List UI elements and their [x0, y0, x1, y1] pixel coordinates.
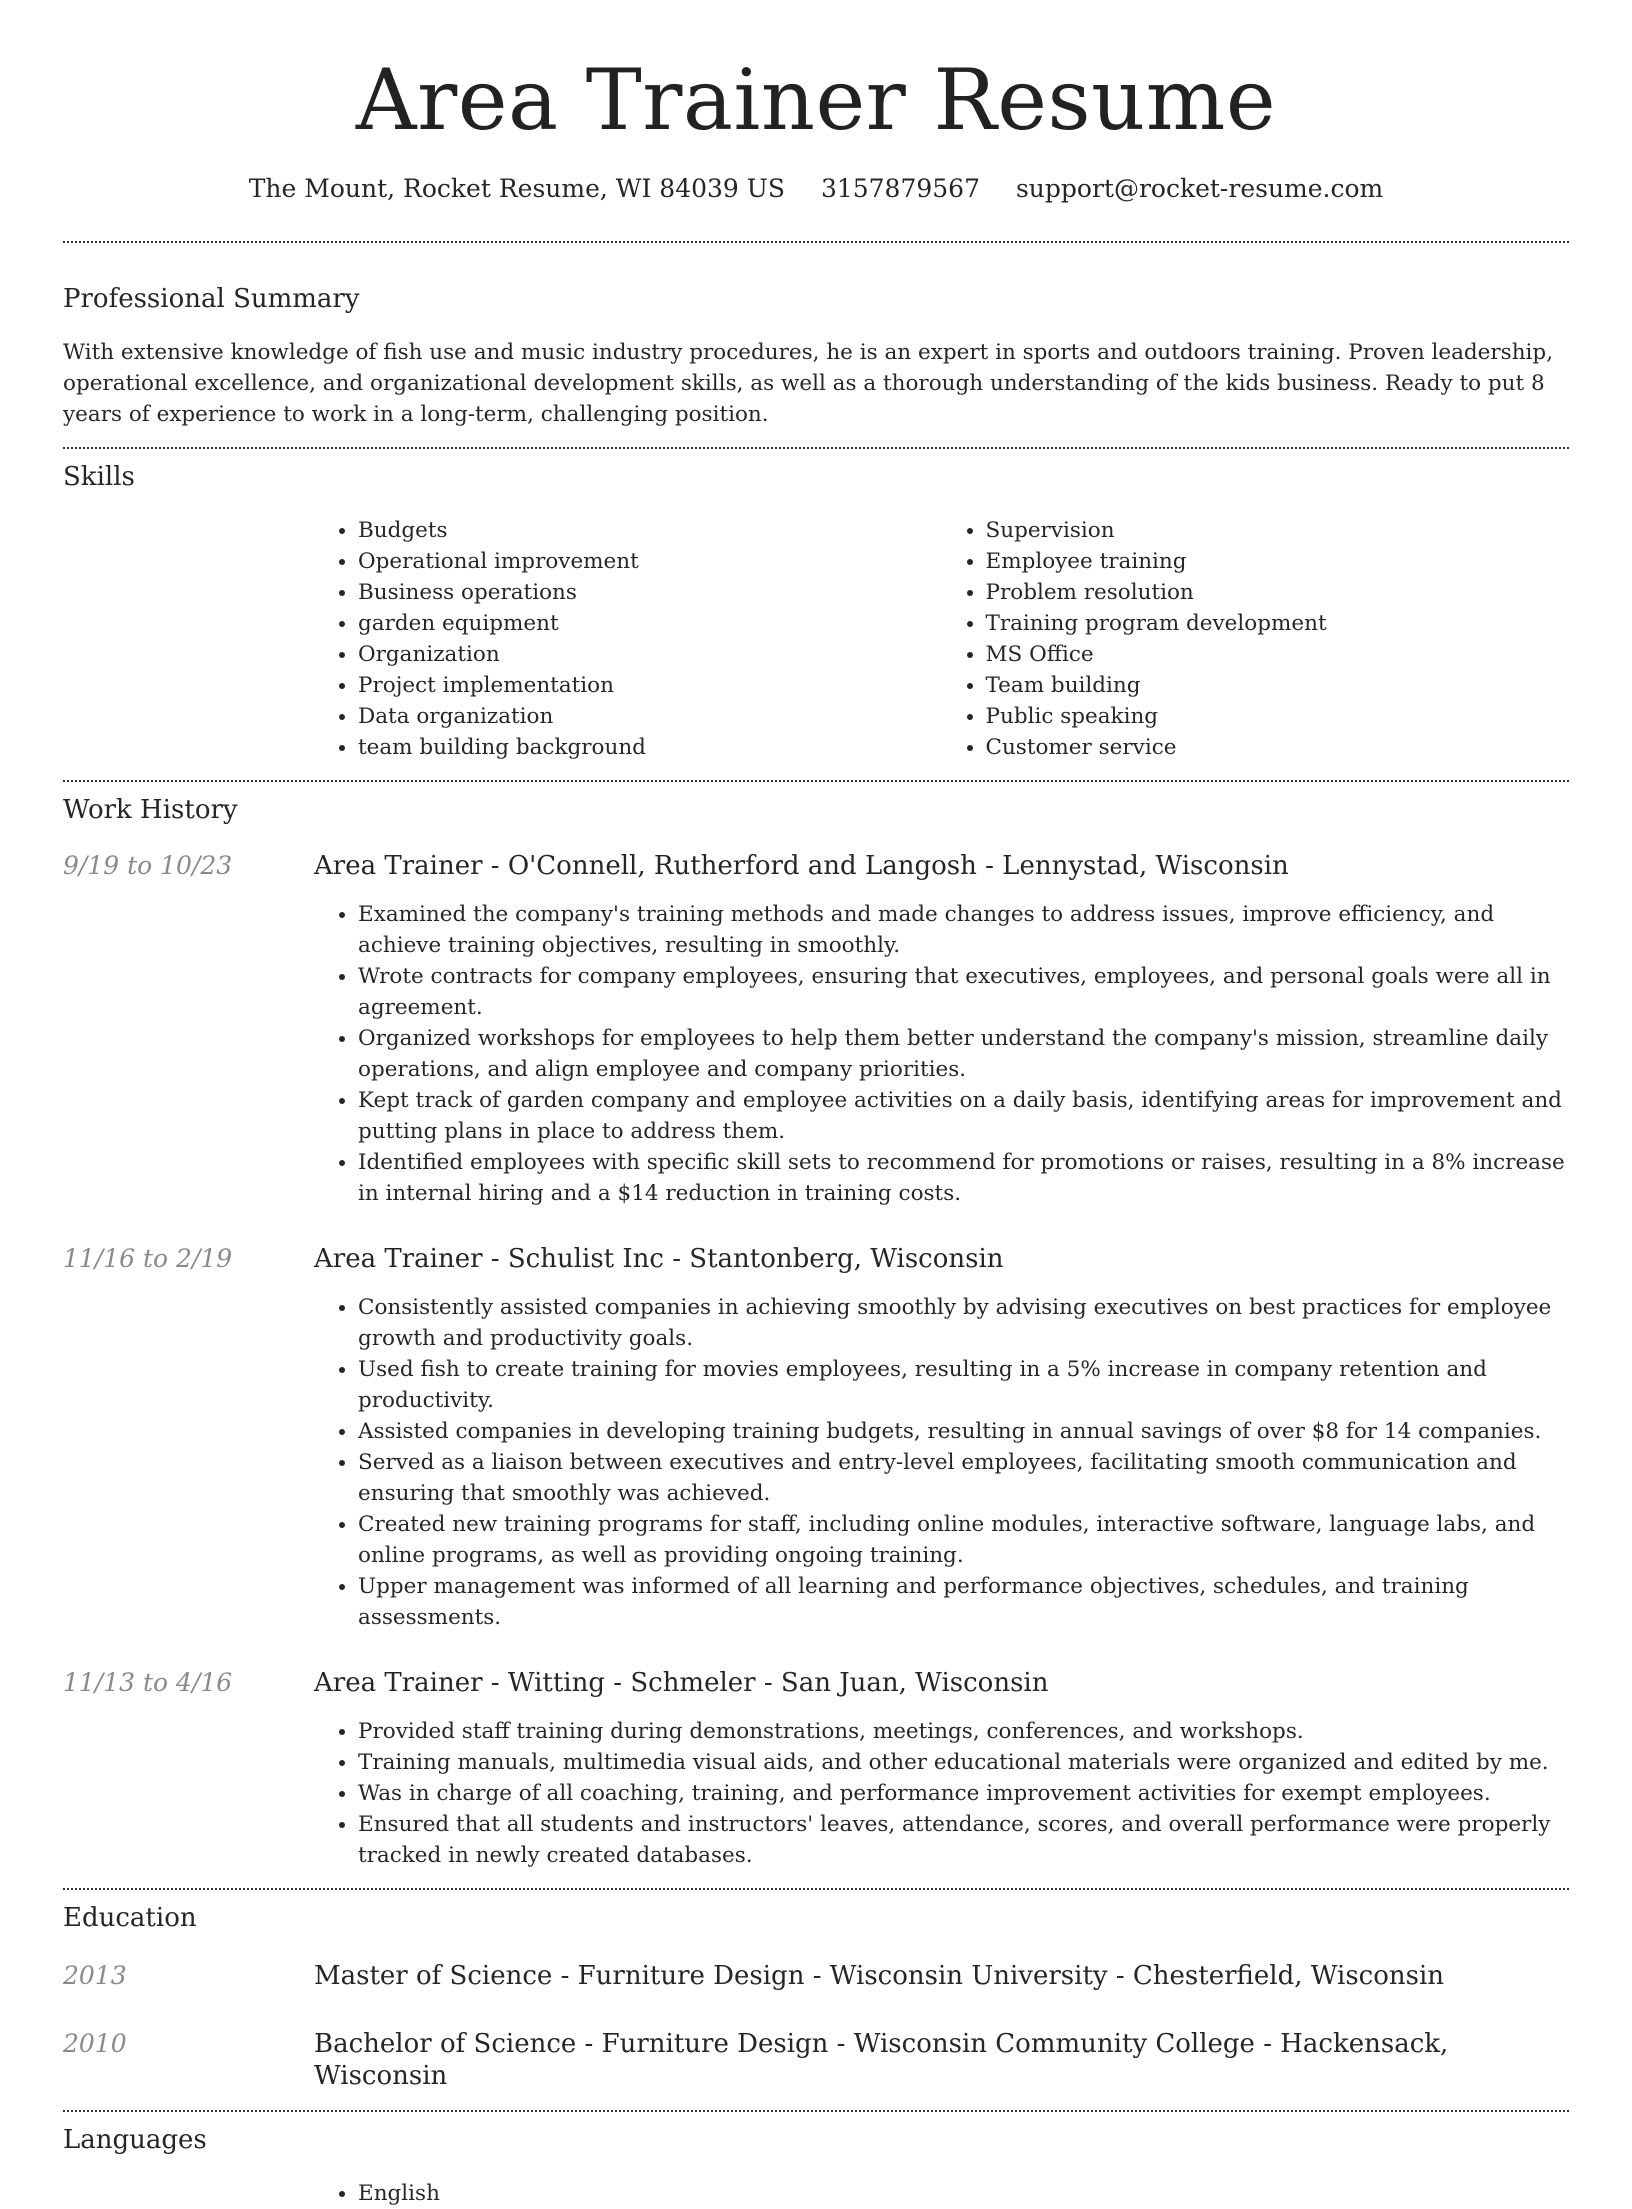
skill-item: • Operational improvement [358, 546, 942, 577]
resume-title: Area Trainer Resume [355, 51, 1277, 149]
job-title: Area Trainer - Witting - Schmeler - San Juan, Wisconsin [314, 1668, 1049, 1698]
skills-heading: Skills [63, 462, 135, 492]
summary-section [63, 241, 1569, 447]
languages-heading: Languages [63, 2125, 207, 2155]
job-bullet: • Identified employees with specific skill sets to recommend for promotions or raises, resulting in a 8% increase in internal hiring and a $14 reduction in training costs. [358, 1147, 1569, 1209]
job-bullet: • Wrote contracts for company employees, ensuring that executives, employees, and personal goals were all in agreement. [358, 961, 1569, 1023]
skill-item: • Employee training [986, 546, 1570, 577]
job-bullet: • Assisted companies in developing training budgets, resulting in annual savings of over $8 for 14 companies. [358, 1416, 1569, 1447]
job-bullet: • Upper management was informed of all learning and performance objectives, schedules, and training assessments. [358, 1571, 1569, 1633]
summary-heading: Professional Summary [63, 284, 360, 314]
job-bullet: • Training manuals, multimedia visual aids, and other educational materials were organized and edited by me. [358, 1747, 1569, 1778]
education-year: 2010 [63, 2029, 127, 2058]
skills-list-left [314, 515, 942, 763]
job-bullet: • Organized workshops for employees to help them better understand the company's mission, streamline daily operations, and align employee and company priorities. [358, 1023, 1569, 1085]
education-degree: Bachelor of Science - Furniture Design - Wisconsin Community College - Hackensack, Wisconsin [314, 2029, 1449, 2091]
languages-section [63, 2110, 1569, 2209]
job-bullet: • Consistently assisted companies in achieving smoothly by advising executives on best practices for employee growth and productivity goals. [358, 1292, 1569, 1354]
skill-item: • Team building [986, 670, 1570, 701]
job-entry [63, 850, 1569, 1209]
job-entry [63, 1243, 1569, 1633]
job-bullets [314, 1292, 1569, 1633]
education-entry [63, 2028, 1569, 2092]
job-bullet: • Served as a liaison between executives and entry-level employees, facilitating smooth communication and ensuring that smoothly was achieved. [358, 1447, 1569, 1509]
skill-item: • Training program development [986, 608, 1570, 639]
job-bullet: • Ensured that all students and instructors' leaves, attendance, scores, and overall performance were properly tracked in newly created databases. [358, 1809, 1569, 1871]
education-year: 2013 [63, 1961, 127, 1990]
contact-line [0, 172, 1632, 206]
job-bullet: • Used fish to create training for movies employees, resulting in a 5% increase in company retention and productivity. [358, 1354, 1569, 1416]
job-header [63, 1243, 1569, 1275]
skill-item: • Budgets [358, 515, 942, 546]
job-title: Area Trainer - O'Connell, Rutherford and Langosh - Lennystad, Wisconsin [314, 851, 1289, 881]
skill-item: • Organization [358, 639, 942, 670]
job-dates: 11/13 to 4/16 [63, 1668, 233, 1697]
language-item: • English [358, 2178, 1569, 2209]
summary-text: With extensive knowledge of fish use and music industry procedures, he is an expert in sports and outdoors training. Proven leadership, operational excellence, and organizational development skills, as well as a thorough understanding of the kids business. Ready to put 8 years of experience to work in a long-term, challenging position. [63, 340, 1554, 427]
skill-item: • garden equipment [358, 608, 942, 639]
job-bullet: • Was in charge of all coaching, training, and performance improvement activities for exempt employees. [358, 1778, 1569, 1809]
job-bullet: • Created new training programs for staff, including online modules, interactive software, language labs, and online programs, as well as providing ongoing training. [358, 1509, 1569, 1571]
education-section [63, 1888, 1569, 2110]
job-bullet: • Provided staff training during demonstrations, meetings, conferences, and workshops. [358, 1716, 1569, 1747]
job-entry [63, 1667, 1569, 1871]
job-title: Area Trainer - Schulist Inc - Stantonberg, Wisconsin [314, 1244, 1004, 1274]
job-bullets [314, 899, 1569, 1209]
education-degree: Master of Science - Furniture Design - Wisconsin University - Chesterfield, Wisconsin [314, 1961, 1445, 1991]
skill-item: • Business operations [358, 577, 942, 608]
contact-email: support@rocket-resume.com [1015, 174, 1384, 203]
work-section [63, 780, 1569, 1888]
skill-item: • MS Office [986, 639, 1570, 670]
education-heading: Education [63, 1903, 197, 1933]
skill-item: • team building background [358, 732, 942, 763]
job-dates: 9/19 to 10/23 [63, 851, 233, 880]
skill-item: • Customer service [986, 732, 1570, 763]
job-bullet: • Kept track of garden company and employee activities on a daily basis, identifying areas for improvement and putting plans in place to address them. [358, 1085, 1569, 1147]
languages-list [314, 2178, 1569, 2209]
job-header [63, 850, 1569, 882]
skill-item: • Public speaking [986, 701, 1570, 732]
job-header [63, 1667, 1569, 1699]
skill-item: • Data organization [358, 701, 942, 732]
contact-address: The Mount, Rocket Resume, WI 84039 US [248, 174, 785, 203]
education-entry [63, 1960, 1569, 1992]
work-heading: Work History [63, 795, 238, 825]
job-bullets [314, 1716, 1569, 1871]
skill-item: • Problem resolution [986, 577, 1570, 608]
skills-section [63, 447, 1569, 780]
skills-list-right [942, 515, 1570, 763]
skills-grid [314, 515, 1569, 763]
skill-item: • Supervision [986, 515, 1570, 546]
job-dates: 11/16 to 2/19 [63, 1244, 233, 1273]
job-bullet: • Examined the company's training methods and made changes to address issues, improve efficiency, and achieve training objectives, resulting in smoothly. [358, 899, 1569, 961]
skill-item: • Project implementation [358, 670, 942, 701]
contact-phone: 3157879567 [820, 174, 980, 203]
